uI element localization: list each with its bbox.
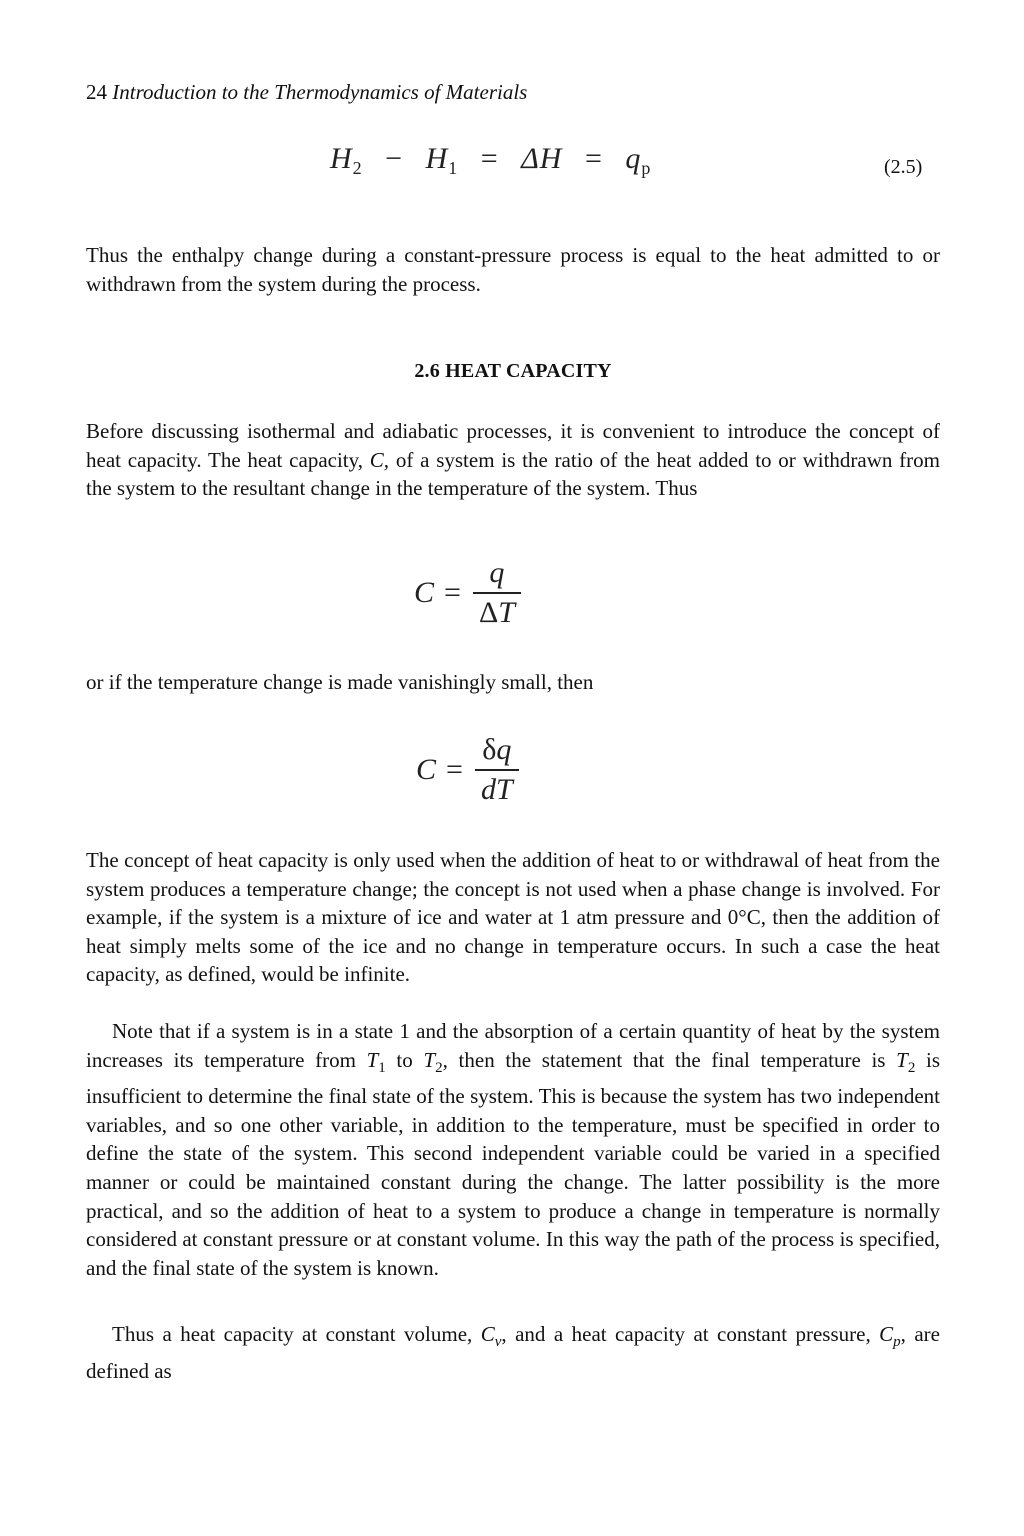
page-number: 24	[86, 80, 107, 104]
eq-q-symbol: q	[625, 142, 642, 175]
paragraph-independent-variables	[86, 1017, 940, 1282]
running-head	[86, 80, 527, 105]
eq-h2-symbol: H	[330, 142, 353, 175]
p6-cv: C	[480, 1322, 495, 1346]
eq-minus: −	[385, 142, 404, 175]
p5-t3-sub: 2	[907, 1059, 916, 1076]
eq1-delta: Δ	[478, 596, 499, 629]
eq2-delta: δ	[482, 733, 497, 766]
equation-c-delta-q-over-dt	[416, 733, 519, 807]
p6-cp: C	[879, 1322, 894, 1346]
eq2-numerator	[476, 733, 517, 769]
eq-q-subscript: p	[641, 158, 652, 178]
paragraph-vanishingly-small: or if the temperature change is made vanishingly small, then	[86, 670, 594, 694]
p5-text-4: is insufficient to determine the final state of the system. This is because the system has two independent variables, and so one other variable, in addition to the temperature, must be specified in order to define the state of the system. This second independent variable could be varied in a specified manner or could be maintained constant during the change. The latter possibility is the more practical, and so the addition of heat to a system to produce a change in temperature is normally considered at constant pressure or at constant volume. In this way the path of the process is specified, and the final state of the system is known.	[86, 1047, 940, 1280]
eq1-lhs-c: C	[414, 576, 435, 609]
p5-text-1: Note that if a system is in a state 1 and the absorption of a certain quantity of heat by the system increases its temperature from	[86, 1019, 940, 1072]
eq-h1-symbol: H	[425, 142, 449, 175]
eq1-numerator: q	[489, 556, 505, 589]
p5-text-3: , then the statement that the final temperature is	[442, 1047, 897, 1072]
p6-text-2: , and a heat capacity at constant pressure,	[501, 1322, 880, 1346]
eq-equals-2: =	[584, 142, 603, 175]
eq2-lhs-c: C	[416, 753, 437, 786]
p6-cp-sub: p	[893, 1334, 901, 1350]
book-title: Introduction to the Thermodynamics of Materials	[112, 80, 528, 104]
p5-t2-sub: 2	[435, 1059, 443, 1076]
p5-t3: T	[896, 1047, 908, 1072]
eq2-denominator	[475, 771, 519, 807]
eq1-equals: =	[444, 576, 461, 609]
equation-number: (2.5)	[884, 156, 923, 178]
paragraph-cv-cp	[86, 1320, 940, 1385]
eq-equals-1: =	[480, 142, 499, 175]
eq-delta-h: ΔH	[521, 142, 563, 175]
p5-text-2: to	[385, 1047, 424, 1072]
eq2-dt: dT	[480, 773, 513, 806]
eq2-equals: =	[446, 753, 463, 786]
eq2-q: q	[496, 733, 512, 766]
eq2-fraction	[475, 733, 519, 807]
p6-text-1: Thus a heat capacity at constant volume,	[112, 1322, 481, 1346]
equation-2-5	[330, 142, 651, 179]
p6-cv-sub: v	[494, 1334, 502, 1350]
section-heading: 2.6 HEAT CAPACITY	[414, 360, 612, 382]
equation-c-q-over-delta-t	[414, 556, 521, 630]
paragraph-phase-change: The concept of heat capacity is only used when the addition of heat to or withdrawal of heat from the system produces a temperature change; the concept is not used when a phase change is involved. For example, if the system is a mixture of ice and water at 1 atm pressure and 0°C, then the addition of heat simply melts some of the ice and no change in temperature occurs. In such a case the heat capacity, as defined, would be infinite.	[86, 848, 940, 987]
paragraph-heat-capacity-intro	[86, 417, 940, 503]
p5-t1-sub: 1	[378, 1059, 386, 1076]
paragraph-enthalpy: Thus the enthalpy change during a constant-pressure process is equal to the heat admitted to or withdrawn from the system during the process.	[86, 243, 940, 296]
p2-text-2: of a system is the ratio of the heat added to or withdrawn from the system to the resultant change in the temperature of the system. Thus	[86, 447, 940, 501]
eq1-denominator	[473, 594, 521, 630]
eq-h2-subscript: 2	[352, 158, 363, 178]
p6-text-3: , are defined as	[86, 1322, 940, 1383]
p2-text-1: Before discussing isothermal and adiabatic processes, it is convenient to introduce the concept of heat capacity. The heat capacity,	[86, 419, 940, 472]
p5-t2: T	[423, 1047, 436, 1072]
eq1-fraction	[473, 556, 521, 630]
p5-t1: T	[366, 1047, 379, 1072]
eq1-t: T	[498, 596, 515, 629]
eq-h1-subscript: 1	[448, 158, 459, 178]
p2-symbol-c: C,	[369, 447, 390, 472]
